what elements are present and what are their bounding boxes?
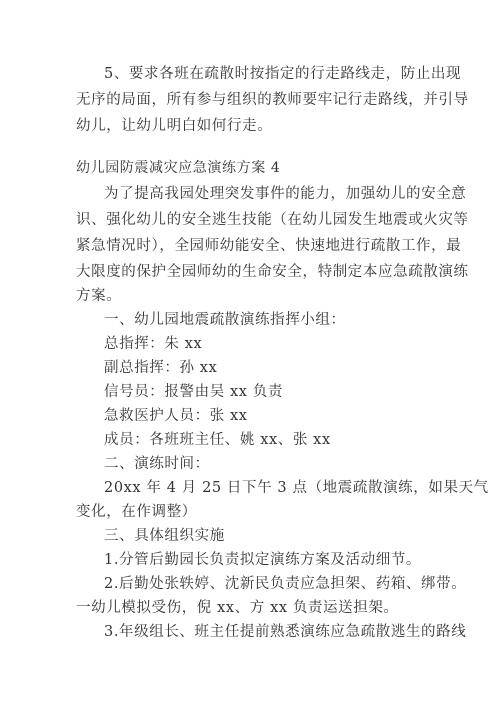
role-line: 副总指挥：孙 xx bbox=[104, 360, 218, 376]
time-line: 变化，在作调整） bbox=[76, 504, 197, 520]
time-line: 20xx 年 4 月 25 日下午 3 点（地震疏散演练，如果天气 bbox=[104, 480, 489, 496]
step-line: 3.年级组长、班主任提前熟悉演练应急疏散逃生的路线 bbox=[104, 624, 467, 640]
paragraph-line: 识、强化幼儿的安全逃生技能（在幼儿园发生地震或火灾等 bbox=[76, 212, 469, 228]
paragraph-line: 大限度的保护全园师幼的生命安全，特制定本应急疏散演练 bbox=[76, 264, 469, 280]
step-line: 1.分管后勤园长负责拟定演练方案及活动细节。 bbox=[104, 552, 422, 568]
section-title: 幼儿园防震减灾应急演练方案 4 bbox=[76, 160, 281, 176]
paragraph-line: 无序的局面，所有参与组织的教师要牢记行走路线，并引导 bbox=[76, 92, 469, 108]
role-line: 信号员：报警由吴 xx 负责 bbox=[104, 384, 283, 400]
section-heading: 二、演练时间： bbox=[104, 456, 210, 472]
role-line: 成员：各班班主任、姚 xx、张 xx bbox=[104, 432, 331, 448]
section-heading: 三、具体组织实施 bbox=[104, 528, 225, 544]
paragraph-line: 紧急情况时），全园师幼能安全、快速地进行疏散工作，最 bbox=[76, 238, 462, 254]
paragraph-line: 为了提高我园处理突发事件的能力，加强幼儿的安全意 bbox=[104, 186, 467, 202]
role-line: 总指挥：朱 xx bbox=[104, 336, 203, 352]
step-line: 2.后勤处张轶婷、沈新民负责应急担架、药箱、绑带。 bbox=[104, 576, 467, 592]
section-heading: 一、幼儿园地震疏散演练指挥小组： bbox=[104, 312, 346, 328]
paragraph-line: 方案。 bbox=[76, 288, 122, 304]
step-line: 一幼儿模拟受伤，倪 xx、方 xx 负责运送担架。 bbox=[76, 600, 399, 616]
role-line: 急救医护人员：张 xx bbox=[104, 408, 248, 424]
paragraph-line: 幼儿，让幼儿明白如何行走。 bbox=[76, 118, 273, 134]
paragraph-line: 5、要求各班在疏散时按指定的行走路线走，防止出现 bbox=[104, 66, 462, 82]
